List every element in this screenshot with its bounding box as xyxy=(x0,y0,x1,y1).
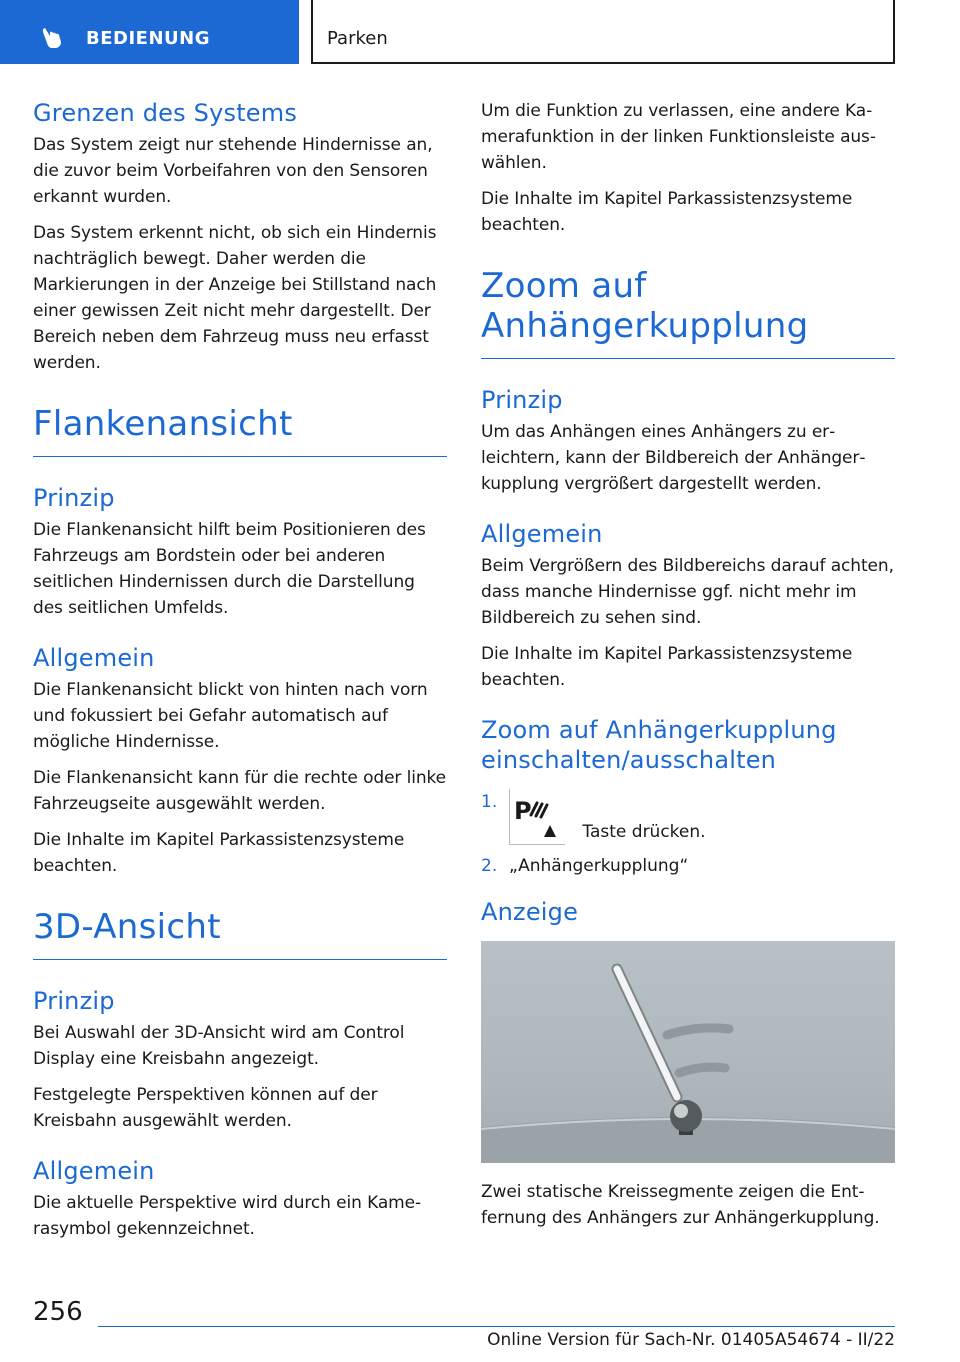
anzeige-paragraph: Zwei statische Kreissegmente zeigen die Entfernung des Anhängers zur Anhängerkupplung. xyxy=(481,1182,880,1228)
step-number: 2. xyxy=(481,856,498,876)
zoom-allgemein-paragraph-1: Beim Vergrößern des Bildbereichs darauf achten, dass manche Hindernisse ggf. nicht mehr im Bildbereich zu sehen sind. xyxy=(481,556,894,628)
ansicht-heading: 3D-Ansicht xyxy=(33,907,447,960)
ansicht-prinzip-paragraph-2: Festgelegte Perspektiven können auf der Kreisbahn ausgewählt werden. xyxy=(33,1085,378,1131)
flanken-prinzip-paragraph: Die Flankenansicht hilft beim Positionieren des Fahrzeugs am Bordstein oder bei anderen seitlichen Hindernissen durch die Darstellung des seitlichen Umfelds. xyxy=(33,520,426,618)
section-tab xyxy=(0,0,299,64)
tow-hitch-display-image xyxy=(481,941,895,1163)
flanken-allgemein-paragraph-1: Die Flankenansicht blickt von hinten nach vorn und fokussiert bei Gefahr automatisch auf mögliche Hindernisse. xyxy=(33,680,428,752)
grenzen-heading: Grenzen des Systems xyxy=(33,99,298,127)
online-version-text: Online Version für Sach-Nr. 01405A54674 - II/22 xyxy=(487,1330,895,1350)
anzeige-heading: Anzeige xyxy=(481,898,579,926)
flanken-allgemein-heading: Allgemein xyxy=(33,644,155,672)
section-label: BEDIENUNG xyxy=(86,28,210,49)
chapter-label: Parken xyxy=(327,28,388,49)
grenzen-paragraph-1: Das System zeigt nur stehende Hindernisse an, die zuvor beim Vorbeifahren von den Sensoren erkannt wurden. xyxy=(33,135,433,207)
page-number: 256 xyxy=(33,1297,83,1327)
flanken-heading: Flankenansicht xyxy=(33,404,447,457)
flanken-allgemein-paragraph-2: Die Flankenansicht kann für die rechte oder linke Fahrzeugseite ausgewählt werden. xyxy=(33,768,447,814)
step-number: 1. xyxy=(481,792,498,812)
right-column xyxy=(481,98,895,1241)
footer-divider xyxy=(98,1326,895,1327)
left-column xyxy=(33,98,447,1252)
zoom-prinzip-paragraph: Um das Anhängen eines Anhängers zu erleichtern, kann der Bildbereich der Anhängerkupplung vergrößert dargestellt werden. xyxy=(481,422,866,494)
step-item xyxy=(481,789,895,845)
ansicht-prinzip-paragraph-1: Bei Auswahl der 3D-Ansicht wird am Control Display eine Kreisbahn angezeigt. xyxy=(33,1023,405,1069)
zoom-allgemein-paragraph-2: Die Inhalte im Kapitel Parkassistenzsysteme beachten. xyxy=(481,644,853,690)
ansicht-allgemein-paragraph: Die aktuelle Perspektive wird durch ein Kamerasymbol gekennzeichnet. xyxy=(33,1193,422,1239)
leave-paragraph-1: Um die Funktion zu verlassen, eine andere Kamerafunktion in der linken Funktionsleiste auswählen. xyxy=(481,101,876,173)
pointing-hand-icon xyxy=(40,24,66,50)
zoom-heading: Zoom auf Anhängerkupplung xyxy=(481,266,895,359)
ansicht-allgemein-heading: Allgemein xyxy=(33,1157,155,1185)
flanken-allgemein-paragraph-3: Die Inhalte im Kapitel Parkassistenzsysteme beachten. xyxy=(33,830,405,876)
zoom-prinzip-heading: Prinzip xyxy=(481,386,563,414)
svg-text:P: P xyxy=(514,797,532,825)
leave-paragraph-2: Die Inhalte im Kapitel Parkassistenzsysteme beachten. xyxy=(481,189,853,235)
step-text: Taste drücken. xyxy=(582,822,706,842)
chapter-box xyxy=(311,0,895,64)
zoom-toggle-heading: Zoom auf Anhängerkupplung einschalten/ausschalten xyxy=(481,716,837,774)
flanken-prinzip-heading: Prinzip xyxy=(33,484,115,512)
grenzen-paragraph-2: Das System erkennt nicht, ob sich ein Hindernis nachträglich bewegt. Daher werden die Markierungen in der Anzeige bei Stillstand nach einer gewissen Zeit nicht mehr dargestellt. Der Bereich neben dem Fahrzeug muss neu erfasst werden. xyxy=(33,223,437,373)
step-item xyxy=(481,853,895,879)
step-list xyxy=(481,789,895,879)
ansicht-prinzip-heading: Prinzip xyxy=(33,987,115,1015)
step-text: „Anhängerkupplung“ xyxy=(509,856,689,876)
parking-assist-button-icon xyxy=(509,789,565,845)
zoom-allgemein-heading: Allgemein xyxy=(481,520,603,548)
